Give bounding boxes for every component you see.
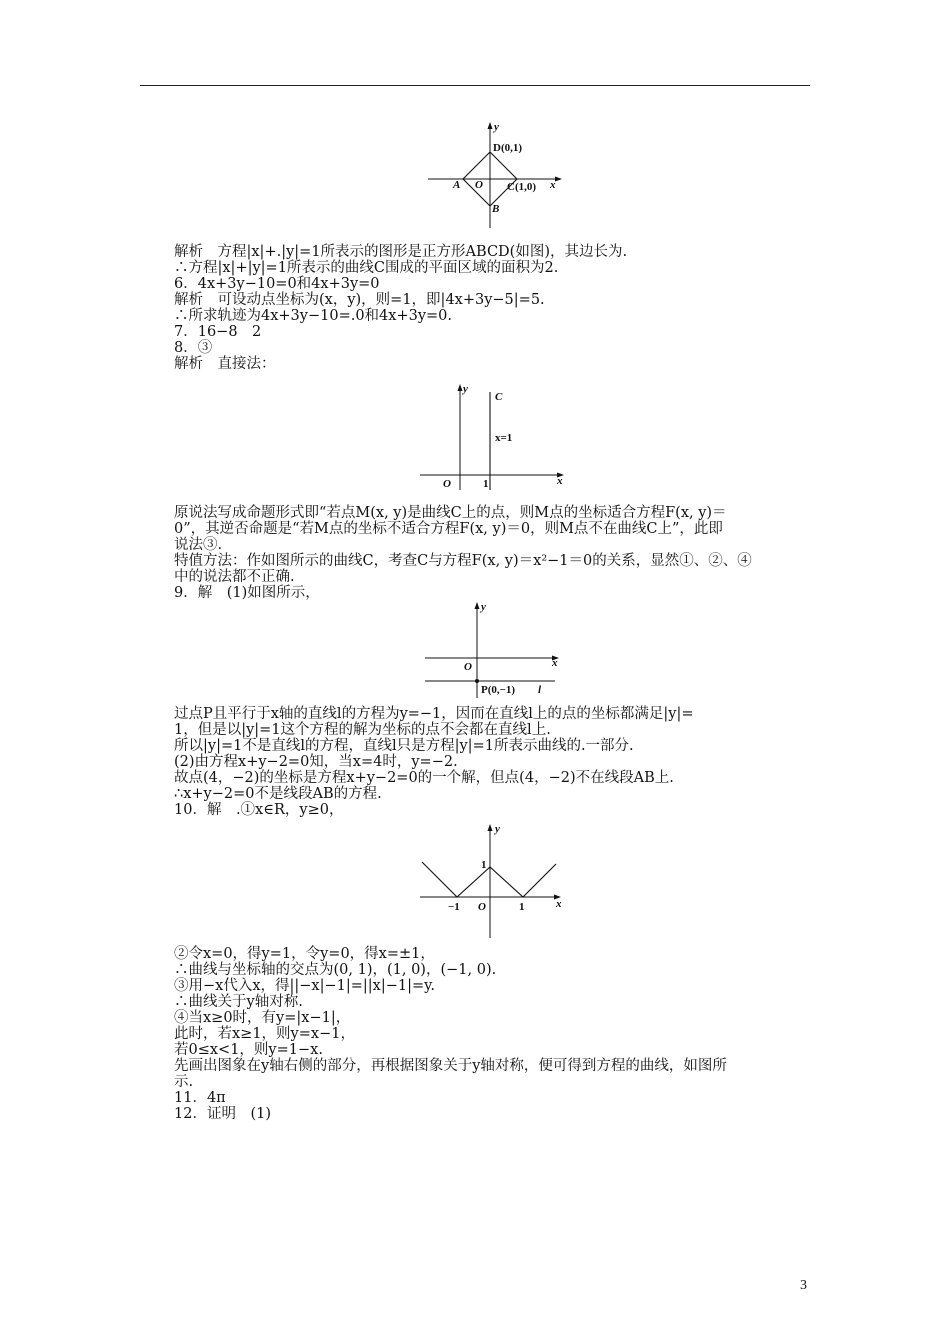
fig4-one-y-label: 1 xyxy=(481,859,487,871)
fig1-d-label: D(0,1) xyxy=(493,142,523,154)
text-line: 6．4x+3y−10=0和4x+3y=0 xyxy=(174,276,380,292)
figure-square-abcd xyxy=(420,118,570,233)
fig3-p-label: P(0,−1) xyxy=(481,684,516,696)
fig4-neg-one-label: −1 xyxy=(448,901,460,913)
text-line: ②令x=0，得y=1，令y=0，得x=±1， xyxy=(174,946,435,962)
text-line: 原说法写成命题形式即“若点M(x, y)是曲线C上的点，则M点的坐标适合方程F(x, y)＝ xyxy=(174,505,727,521)
fig4-o-label: O xyxy=(478,901,486,913)
fig3-o-label: O xyxy=(464,661,472,673)
text-line: 解析 直接法： xyxy=(174,356,276,372)
text-line: 9．解 (1)如图所示， xyxy=(174,585,320,601)
text-line: 中的说法都不正确. xyxy=(174,569,295,585)
text-line: 10．解 .①x∈R，y≥0， xyxy=(174,802,344,818)
text-line: ∴x+y−2=0不是线段AB的方程. xyxy=(174,786,382,802)
fig1-b-label: B xyxy=(492,203,500,215)
fig2-y-label: y xyxy=(463,383,468,395)
text-line: 7．16−8 2 xyxy=(174,324,262,340)
text-line: 1，但是以|y|=1这个方程的解为坐标的点不会都在直线l上. xyxy=(174,722,551,738)
figure-line-x-equals-1 xyxy=(415,380,575,495)
text-line: 故点(4，−2)的坐标是方程x+y−2=0的一个解，但点(4，−2)不在线段AB上. xyxy=(174,770,674,786)
fig2-o-label: O xyxy=(443,478,451,490)
text-line: 若0≤x<1，则y=1−x. xyxy=(174,1042,323,1058)
text-line: 解析 方程|x|+.|y|=1所表示的图形是正方形ABCD(如图)，其边长为. xyxy=(174,244,628,260)
fig1-y-label: y xyxy=(494,121,499,133)
fig3-l-label: l xyxy=(538,684,542,696)
figure-abs-curve xyxy=(415,820,575,940)
fig4-x-label: x xyxy=(556,898,562,910)
fig2-one-label: 1 xyxy=(483,478,489,490)
text-line: ∴所求轨迹为4x+3y−10=.0和4x+3y=0. xyxy=(174,308,453,324)
fig3-x-label: x xyxy=(552,657,558,669)
text-line: 11．4π xyxy=(174,1090,226,1106)
fig1-o-label: O xyxy=(475,179,483,191)
fig1-a-label: A xyxy=(453,179,461,191)
text-line: (2)由方程x+y−2=0知，当x=4时，y=−2. xyxy=(174,754,458,770)
fig2-line-label: x=1 xyxy=(495,432,513,444)
text-line: 说法③. xyxy=(174,537,223,553)
text-line: 0”，其逆否命题是“若M点的坐标不适合方程F(x, y)＝0，则M点不在曲线C上”，此即 xyxy=(174,521,723,537)
text-line: ∴曲线关于y轴对称. xyxy=(174,994,303,1010)
text-block-2 xyxy=(174,505,814,601)
fig2-c-label: C xyxy=(495,391,503,403)
header-rule xyxy=(140,85,810,86)
text-line: 先画出图象在y轴右侧的部分，再根据图象关于y轴对称，便可得到方程的曲线，如图所 xyxy=(174,1058,727,1074)
page-number: 3 xyxy=(800,1278,807,1293)
fig1-x-label: x xyxy=(550,179,556,191)
text-line: 8．③ xyxy=(174,340,213,356)
fig4-one-x-label: 1 xyxy=(519,901,525,913)
figure-line-l xyxy=(420,598,570,698)
text-line: 解析 可设动点坐标为(x，y)，则=1，即|4x+3y−5|=5. xyxy=(174,292,545,308)
text-block-1 xyxy=(174,244,814,372)
fig4-y-label: y xyxy=(495,823,500,835)
text-block-3 xyxy=(174,706,814,818)
text-block-4 xyxy=(174,946,814,1122)
text-line: 过点P且平行于x轴的直线l的方程为y=−1，因而在直线l上的点的坐标都满足|y|= xyxy=(174,706,694,722)
fig1-c-label: C(1,0) xyxy=(507,181,537,193)
text-line: 特值方法：作如图所示的曲线C，考查C与方程F(x, y)＝x²−1＝0的关系，显然①、②、④ xyxy=(174,553,752,569)
fig3-y-label: y xyxy=(481,601,486,613)
text-line: ∴曲线与坐标轴的交点为(0, 1)，(1, 0)，(−1, 0). xyxy=(174,962,497,978)
text-line: ③用−x代入x，得||−x|−1|=||x|−1|=y. xyxy=(174,978,436,994)
text-line: ∴方程|x|+|y|=1所表示的曲线C围成的平面区域的面积为2. xyxy=(174,260,559,276)
text-line: 示. xyxy=(174,1074,194,1090)
text-line: 12．证明 (1) xyxy=(174,1106,271,1122)
fig2-x-label: x xyxy=(557,475,563,487)
text-line: 所以|y|=1不是直线l的方程，直线l只是方程|y|=1所表示曲线的.一部分. xyxy=(174,738,634,754)
text-line: 此时，若x≥1，则y=x−1， xyxy=(174,1026,355,1042)
text-line: ④当x≥0时，有y=|x−1|， xyxy=(174,1010,351,1026)
